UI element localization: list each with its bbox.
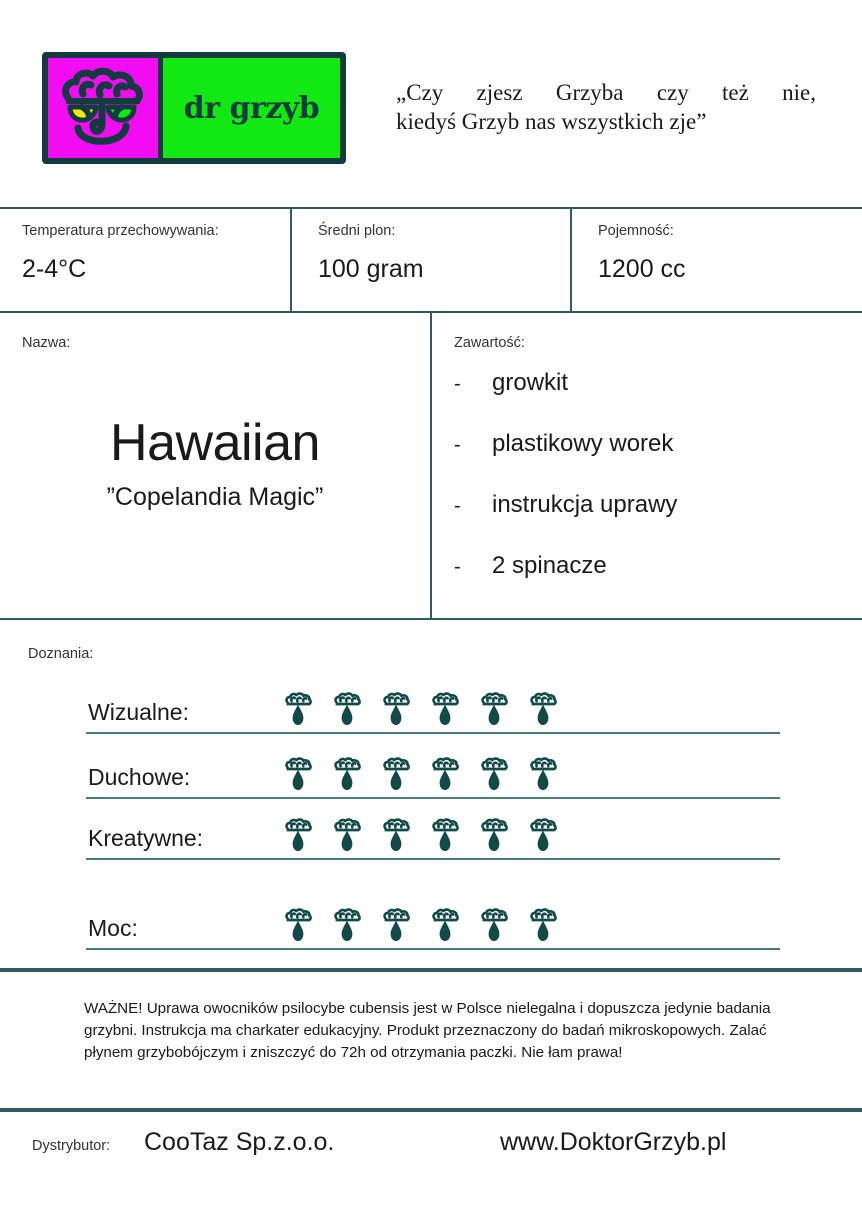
contents-list	[454, 369, 854, 613]
rating-label: Duchowe:	[88, 764, 191, 790]
name-and-contents-section	[0, 313, 862, 618]
website-url[interactable]: www.DoktorGrzyb.pl	[500, 1128, 727, 1156]
strain-name-cell	[0, 313, 430, 618]
spec-value: 2-4°C	[22, 255, 87, 283]
divider-above-warning	[0, 968, 862, 972]
spec-cell-capacity	[570, 209, 862, 311]
legal-warning-text: WAŻNE! Uprawa owocników psilocybe cubensis jest w Polsce nielegalna i dopuszcza jedynie badania grzybni. Instrukcja ma charkater edukacyjny. Produkt przeznaczony do badań mikroskopowych. Zalać płynem grzybobójczym i zniszczyć do 72h od otrzymania paczki. Nie łam prawa!	[84, 1000, 771, 1062]
mushroom-icon	[382, 908, 410, 944]
spec-cell-temperature	[0, 209, 290, 311]
mushroom-icon	[529, 818, 557, 854]
name-label: Nazwa:	[22, 335, 71, 351]
spec-value: 100 gram	[318, 255, 424, 283]
spec-cell-yield	[290, 209, 570, 311]
list-bullet-dash: -	[454, 495, 461, 517]
contents-cell	[432, 313, 862, 618]
rating-row-potency	[86, 888, 780, 950]
divider-above-footer	[0, 1108, 862, 1112]
spec-label: Średni plon:	[318, 223, 396, 239]
list-item-label: instrukcja uprawy	[492, 491, 678, 518]
list-bullet-dash: -	[454, 556, 461, 578]
list-bullet-dash: -	[454, 373, 461, 395]
mushroom-icon	[431, 818, 459, 854]
spec-label: Pojemność:	[598, 223, 674, 239]
mushroom-icon	[333, 757, 361, 793]
mushroom-icon	[431, 908, 459, 944]
list-item	[454, 430, 854, 491]
logo-wordmark: dr grzyb	[183, 90, 320, 126]
rating-row-visual	[86, 672, 780, 734]
mushroom-icon	[480, 818, 508, 854]
mushroom-icon	[333, 692, 361, 728]
spec-value: 1200 cc	[598, 255, 686, 283]
specs-row	[0, 209, 862, 311]
tagline	[396, 78, 816, 137]
logo-face-panel	[48, 58, 158, 158]
mushroom-icon	[284, 757, 312, 793]
mushroom-icon	[284, 908, 312, 944]
mushroom-icon	[431, 692, 459, 728]
divider-under-contents	[0, 618, 862, 620]
rating-icons	[284, 757, 557, 793]
list-item	[454, 552, 854, 613]
strain-name: Hawaiian	[110, 414, 320, 472]
logo-wordmark-panel	[158, 58, 340, 158]
mushroom-icon	[529, 692, 557, 728]
list-item	[454, 491, 854, 552]
rating-row-creative	[86, 798, 780, 860]
rating-icons	[284, 818, 557, 854]
list-item	[454, 369, 854, 430]
mushroom-icon	[480, 908, 508, 944]
mushroom-icon	[284, 692, 312, 728]
mushroom-icon	[529, 908, 557, 944]
mushroom-icon	[480, 692, 508, 728]
header	[0, 0, 862, 190]
rating-icons	[284, 692, 557, 728]
rating-label: Wizualne:	[88, 699, 189, 725]
brand-logo	[42, 52, 346, 164]
distributor-label: Dystrybutor:	[32, 1138, 111, 1154]
mushroom-icon	[529, 757, 557, 793]
mushroom-icon	[382, 818, 410, 854]
tagline-line-2: kiedyś Grzyb nas wszystkich zje”	[396, 109, 707, 135]
tagline-line-1: „Czy zjesz Grzyba czy też nie,	[396, 80, 816, 105]
brain-mushroom-face-icon	[56, 64, 150, 152]
ratings-label: Doznania:	[28, 646, 94, 662]
mushroom-icon	[431, 757, 459, 793]
list-item-label: plastikowy worek	[492, 430, 674, 457]
strain-subtitle: ”Copelandia Magic”	[106, 483, 324, 511]
mushroom-icon	[333, 908, 361, 944]
contents-label: Zawartość:	[454, 335, 525, 351]
rating-icons	[284, 908, 557, 944]
spec-label: Temperatura przechowywania:	[22, 223, 219, 239]
rating-row-spiritual	[86, 737, 780, 799]
list-item-label: growkit	[492, 369, 569, 396]
mushroom-icon	[480, 757, 508, 793]
ratings-section	[0, 622, 862, 962]
mushroom-icon	[382, 692, 410, 728]
list-bullet-dash: -	[454, 434, 461, 456]
list-item-label: 2 spinacze	[492, 552, 607, 579]
footer	[0, 1120, 862, 1200]
rating-label: Moc:	[88, 915, 138, 941]
mushroom-icon	[284, 818, 312, 854]
rating-label: Kreatywne:	[88, 825, 204, 851]
mushroom-icon	[333, 818, 361, 854]
distributor-name: CooTaz Sp.z.o.o.	[144, 1128, 335, 1156]
mushroom-icon	[382, 757, 410, 793]
